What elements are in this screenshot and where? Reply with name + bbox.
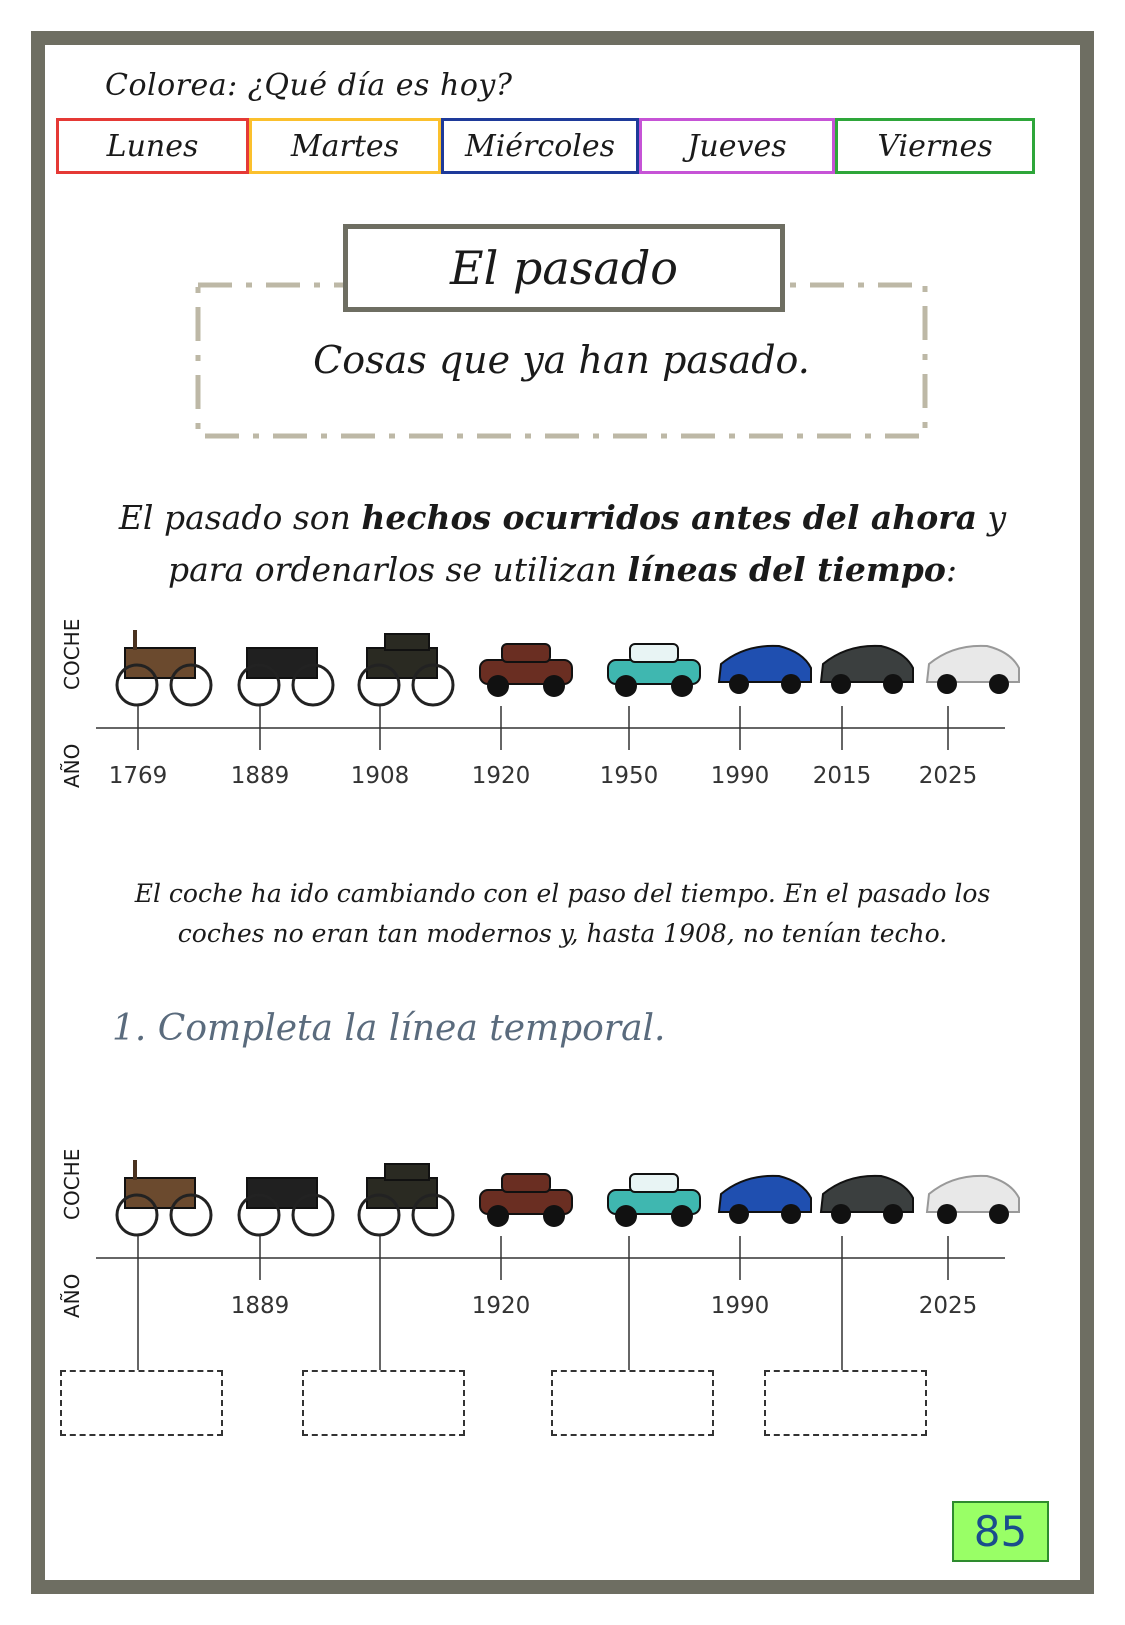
day-label: Jueves [687, 128, 787, 164]
car-2015-suv-icon [821, 1176, 913, 1224]
car-2025-electric-icon [927, 1176, 1019, 1224]
year-answer-box[interactable] [764, 1370, 927, 1436]
car-1920s-sedan-icon [480, 644, 572, 697]
note-line: coches no eran tan modernos y, hasta 1908, no tenían techo. [177, 919, 948, 948]
day-label: Martes [290, 128, 400, 164]
car-horseless-carriage-icon [239, 648, 333, 705]
year-label: 2025 [918, 763, 978, 789]
timeline-example [60, 618, 1060, 830]
intro-bold: hechos ocurridos antes del ahora [361, 498, 978, 537]
day-selector [56, 118, 1069, 178]
intro-paragraph [100, 492, 1025, 596]
day-label: Viernes [877, 128, 993, 164]
year-label: 1950 [599, 763, 659, 789]
car-steam-carriage-icon [117, 1160, 211, 1235]
car-1990s-sedan-icon [719, 1176, 811, 1224]
axis-label-car: COCHE [60, 618, 84, 690]
day-viernes[interactable] [835, 118, 1035, 174]
year-label: 1990 [710, 1293, 770, 1319]
car-model-t-icon [359, 1164, 453, 1235]
car-2015-suv-icon [821, 646, 913, 694]
day-jueves[interactable] [639, 118, 835, 174]
car-1920s-sedan-icon [480, 1174, 572, 1227]
intro-text: : [945, 550, 958, 589]
axis-label-year: AÑO [60, 743, 84, 788]
year-label: 1908 [350, 763, 410, 789]
year-label: 2015 [812, 763, 872, 789]
year-answer-box[interactable] [60, 1370, 223, 1436]
car-1990s-sedan-icon [719, 646, 811, 694]
explanation-note [110, 874, 1015, 954]
day-miercoles[interactable] [441, 118, 639, 174]
year-answer-box[interactable] [551, 1370, 714, 1436]
timeline-axis [60, 1160, 1060, 1490]
timeline-axis [60, 630, 1060, 830]
page-number: 85 [952, 1501, 1049, 1562]
car-horseless-carriage-icon [239, 1178, 333, 1235]
note-line: El coche ha ido cambiando con el paso del tiempo. En el pasado los [134, 879, 991, 908]
year-label: 1889 [230, 763, 290, 789]
task-heading: 1. Completa la línea temporal. [112, 1008, 666, 1049]
year-label: 2025 [918, 1293, 978, 1319]
day-martes[interactable] [249, 118, 441, 174]
axis-label-car: COCHE [60, 1148, 84, 1220]
year-label: 1769 [108, 763, 168, 789]
intro-text: y para ordenarlos se utilizan [167, 498, 1007, 589]
intro-bold: líneas del tiempo [627, 550, 946, 589]
car-1950s-classic-icon [608, 1174, 700, 1227]
year-label: 1920 [471, 763, 531, 789]
car-1950s-classic-icon [608, 644, 700, 697]
year-label: 1889 [230, 1293, 290, 1319]
car-model-t-icon [359, 634, 453, 705]
year-label: 1990 [710, 763, 770, 789]
year-answer-box[interactable] [302, 1370, 465, 1436]
car-2025-electric-icon [927, 646, 1019, 694]
year-label: 1920 [471, 1293, 531, 1319]
day-label: Miércoles [464, 128, 615, 164]
intro-text: El pasado son [118, 498, 362, 537]
definition-text: Cosas que ya han pasado. [313, 338, 810, 382]
day-prompt: Colorea: ¿Qué día es hoy? [105, 68, 513, 103]
axis-label-year: AÑO [60, 1273, 84, 1318]
day-label: Lunes [106, 128, 199, 164]
page-title: El pasado [343, 224, 785, 312]
timeline-exercise [60, 1148, 1060, 1490]
car-steam-carriage-icon [117, 630, 211, 705]
day-lunes[interactable] [56, 118, 249, 174]
